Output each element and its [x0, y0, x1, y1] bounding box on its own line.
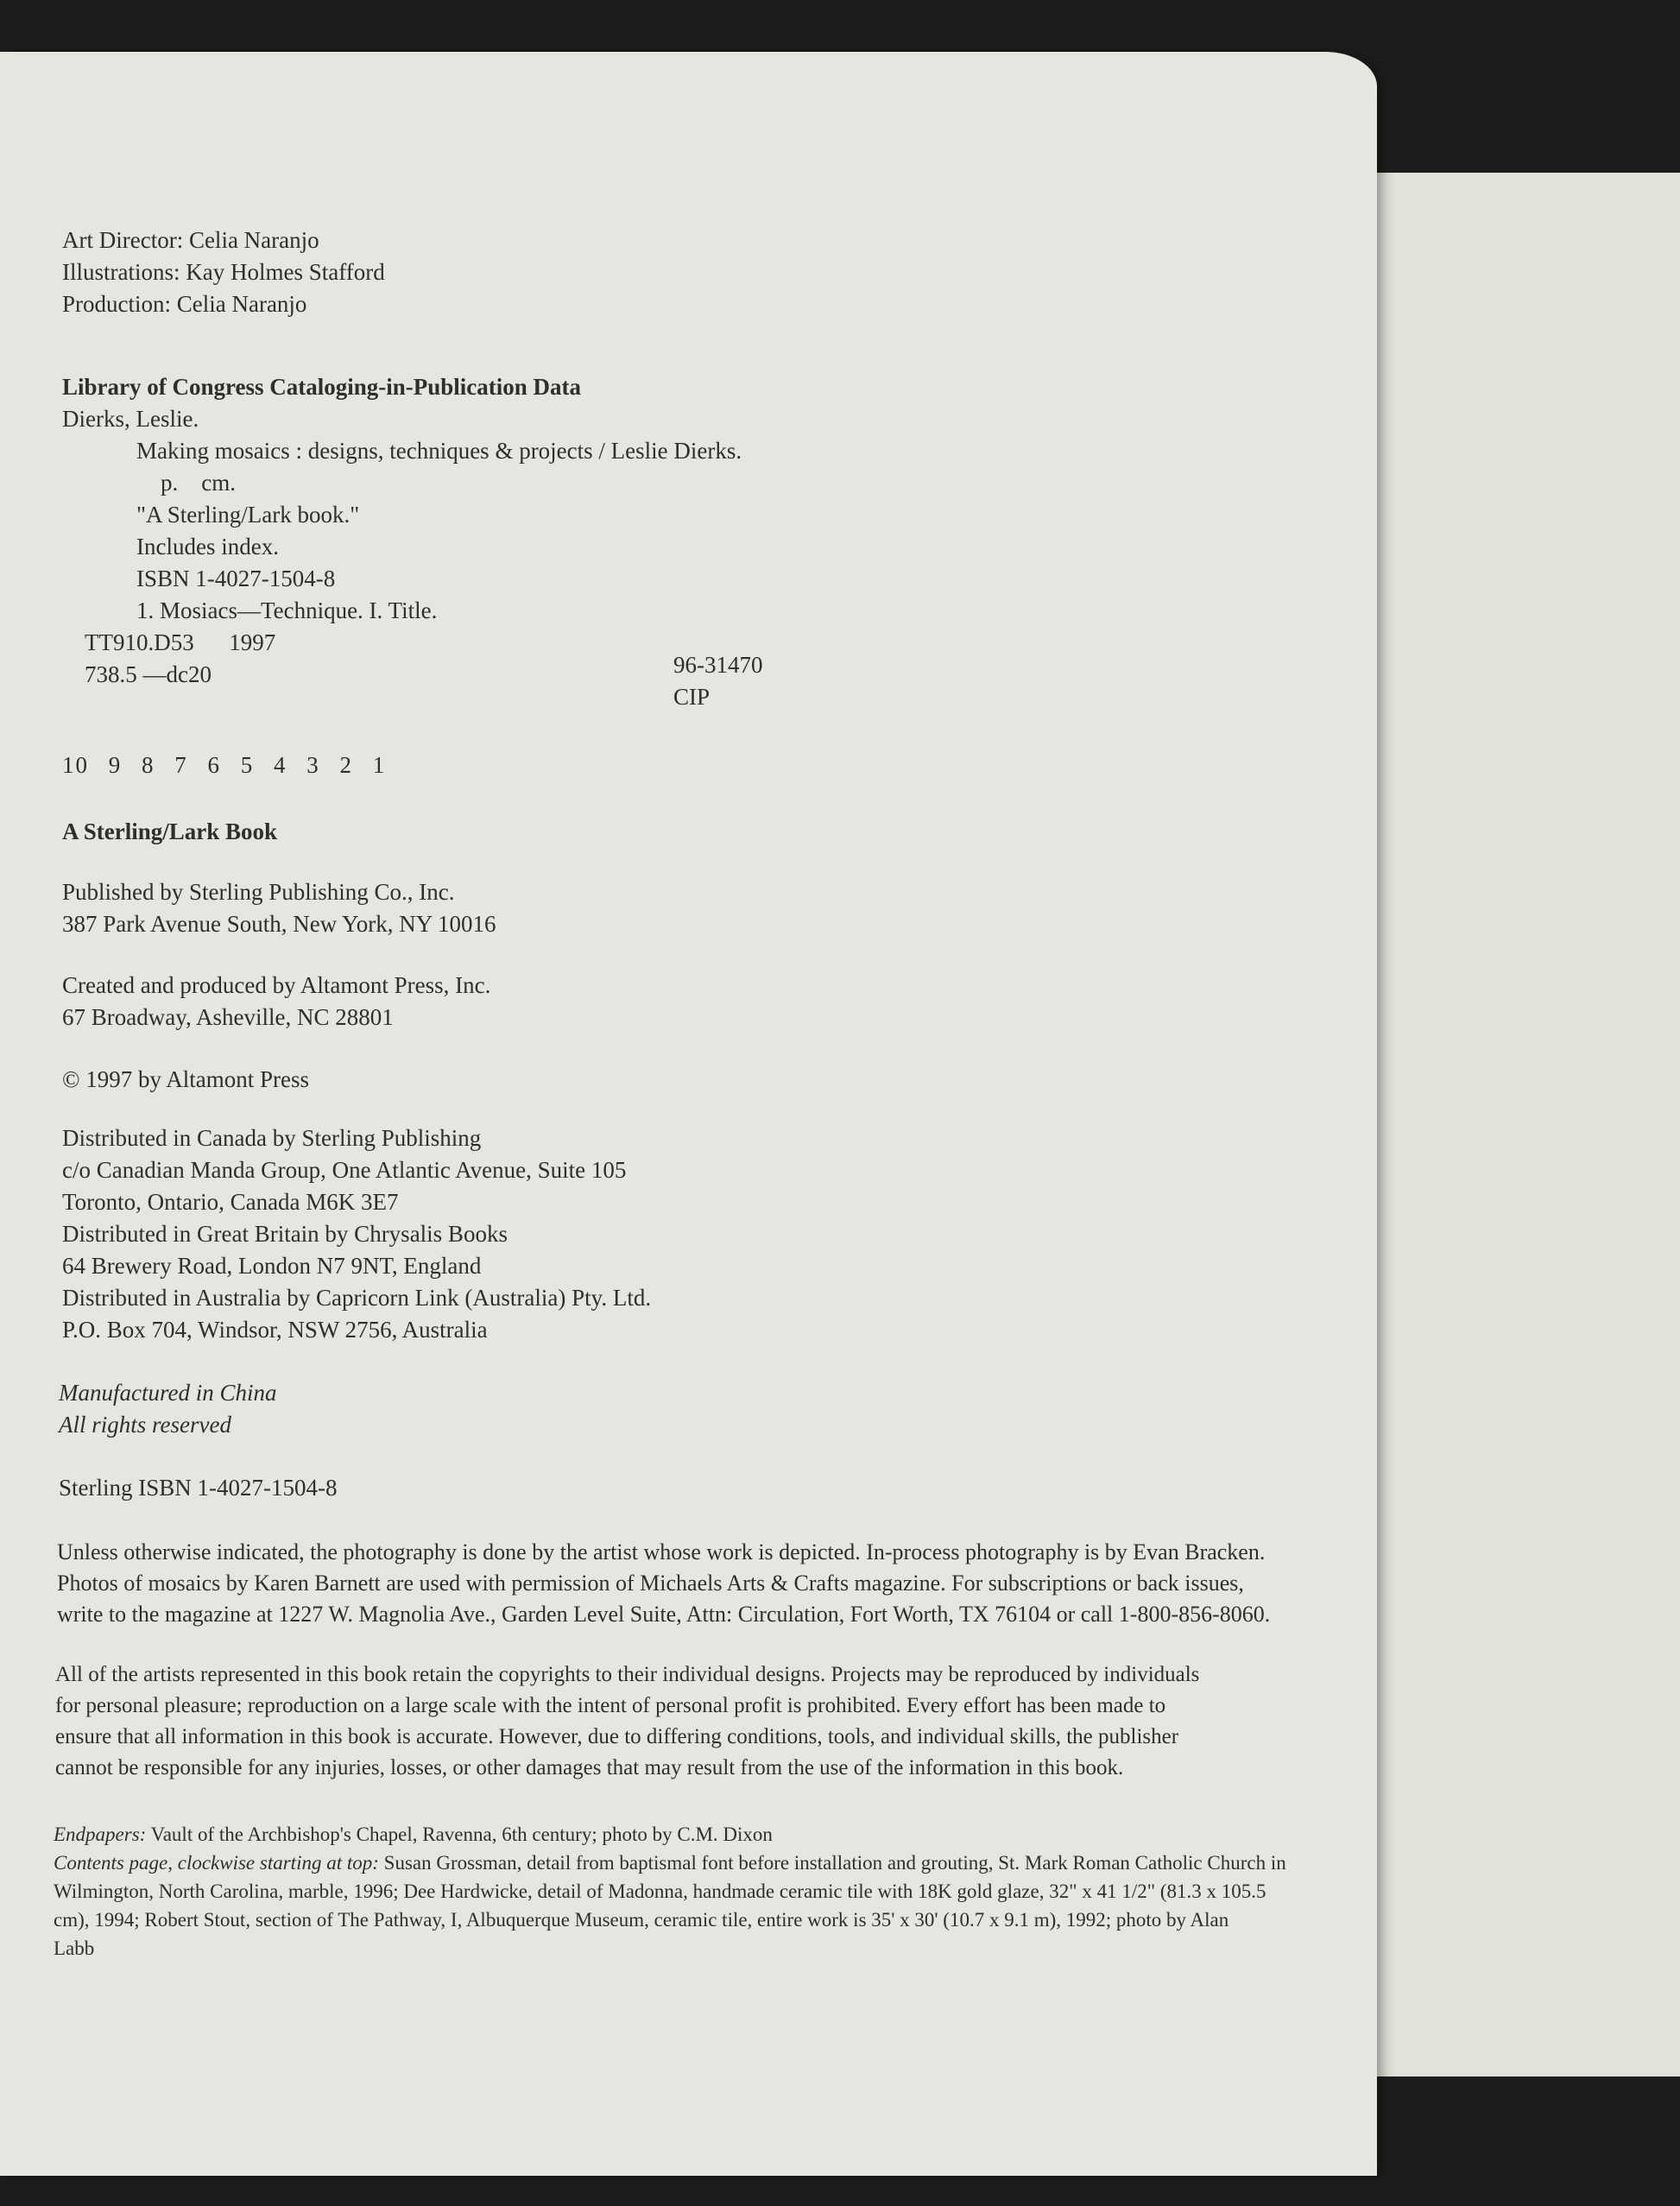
distribution-line: c/o Canadian Manda Group, One Atlantic Avenue, Suite 105: [62, 1157, 627, 1183]
distribution-line: Distributed in Australia by Capricorn Link (Australia) Pty. Ltd.: [62, 1285, 652, 1311]
producer-block: [62, 970, 490, 1033]
cip-title: Making mosaics : designs, techniques & projects / Leslie Dierks.: [136, 438, 742, 464]
facing-page: [1347, 173, 1680, 2076]
publisher-address: 387 Park Avenue South, New York, NY 10016: [62, 911, 496, 937]
contents-text: cm), 1994; Robert Stout, section of The Pathway, I, Albuquerque Museum, ceramic tile, entire work is 35' x 30' (10.7 x 9.1 m), 1992; photo by Alan: [54, 1909, 1229, 1931]
cip-class-1: TT910.D53 1997: [85, 629, 276, 655]
copyright-notice: © 1997 by Altamont Press: [62, 1066, 310, 1092]
distribution-line: 64 Brewery Road, London N7 9NT, England: [62, 1253, 482, 1279]
credit-art-director: Art Director: Celia Naranjo: [62, 227, 319, 253]
cip-author: Dierks, Leslie.: [62, 406, 199, 432]
photo-credit-line: Photos of mosaics by Karen Barnett are used with permission of Michaels Arts & Crafts magazine. For subscriptions or back issues,: [57, 1571, 1244, 1596]
contents-text: Wilmington, North Carolina, marble, 1996; Dee Hardwicke, detail of Madonna, handmade ceramic tile with 18K gold glaze, 32" x 41 1/2" (81.3 x 105.5: [54, 1880, 1266, 1902]
contents-text: Labb: [54, 1937, 95, 1959]
cip-block: [62, 371, 925, 691]
cip-pages: p. cm.: [161, 470, 236, 496]
manufacturing-block: [59, 1377, 276, 1441]
cip-note: "A Sterling/Lark book.": [136, 502, 360, 528]
publisher-line: Published by Sterling Publishing Co., Inc.: [62, 879, 455, 905]
endpapers-label: Endpapers:: [54, 1824, 147, 1845]
cip-note: ISBN 1-4027-1504-8: [136, 566, 336, 591]
disclaimer-line: All of the artists represented in this book retain the copyrights to their individual designs. Projects may be reproduced by individuals: [55, 1663, 1200, 1686]
cip-heading: Library of Congress Cataloging-in-Publication Data: [62, 374, 582, 400]
cip-label: CIP: [673, 684, 711, 710]
distribution-block: [62, 1122, 651, 1346]
distribution-line: Distributed in Canada by Sterling Publishing: [62, 1125, 482, 1151]
producer-line: Created and produced by Altamont Press, Inc.: [62, 972, 491, 998]
rights-reserved: All rights reserved: [59, 1412, 231, 1438]
disclaimer-line: ensure that all information in this book is accurate. However, due to differing conditions, tools, and individual skills, the publisher: [55, 1725, 1179, 1748]
distribution-line: Toronto, Ontario, Canada M6K 3E7: [62, 1189, 399, 1215]
book-label: A Sterling/Lark Book: [62, 819, 278, 844]
cip-lccn: 96-31470: [673, 652, 763, 678]
disclaimer-line: for personal pleasure; reproduction on a large scale with the intent of personal profit is prohibited. Every effort has been made to: [55, 1694, 1166, 1717]
cip-note: Includes index.: [136, 534, 279, 559]
copyright-page: [0, 52, 1377, 2176]
photo-credit-line: Unless otherwise indicated, the photography is done by the artist whose work is depicted. In-process photography is by Evan Bracken.: [57, 1539, 1266, 1564]
distribution-line: P.O. Box 704, Windsor, NSW 2756, Australia: [62, 1317, 488, 1343]
print-line: 10 9 8 7 6 5 4 3 2 1: [62, 752, 387, 778]
contents-text: Susan Grossman, detail from baptismal font before installation and grouting, St. Mark Roman Catholic Church in: [378, 1852, 1286, 1874]
cip-lccn-block: [673, 649, 763, 713]
distribution-line: Distributed in Great Britain by Chrysalis Books: [62, 1221, 508, 1247]
credits-block: [62, 224, 385, 320]
credit-production: Production: Celia Naranjo: [62, 291, 307, 317]
publisher-block: [62, 876, 496, 940]
endpapers-text: Vault of the Archbishop's Chapel, Ravenna, 6th century; photo by C.M. Dixon: [146, 1824, 773, 1845]
credit-illustrations: Illustrations: Kay Holmes Stafford: [62, 259, 385, 285]
cip-class-2: 738.5 —dc20: [85, 661, 212, 687]
disclaimer-line: cannot be responsible for any injuries, losses, or other damages that may result from the use of the information in this book.: [55, 1756, 1124, 1779]
manufactured-in: Manufactured in China: [59, 1380, 277, 1406]
disclaimer-block: [55, 1659, 1199, 1784]
image-credits-block: [54, 1820, 1286, 1963]
photo-credits-block: [57, 1537, 1270, 1630]
contents-label: Contents page, clockwise starting at top:: [54, 1852, 379, 1874]
cip-note: 1. Mosiacs—Technique. I. Title.: [136, 597, 438, 623]
photo-credit-line: write to the magazine at 1227 W. Magnolia Ave., Garden Level Suite, Attn: Circulation, Fort Worth, TX 76104 or call 1-800-856-8060.: [57, 1602, 1271, 1627]
sterling-isbn: Sterling ISBN 1-4027-1504-8: [59, 1475, 338, 1501]
producer-address: 67 Broadway, Asheville, NC 28801: [62, 1004, 394, 1030]
